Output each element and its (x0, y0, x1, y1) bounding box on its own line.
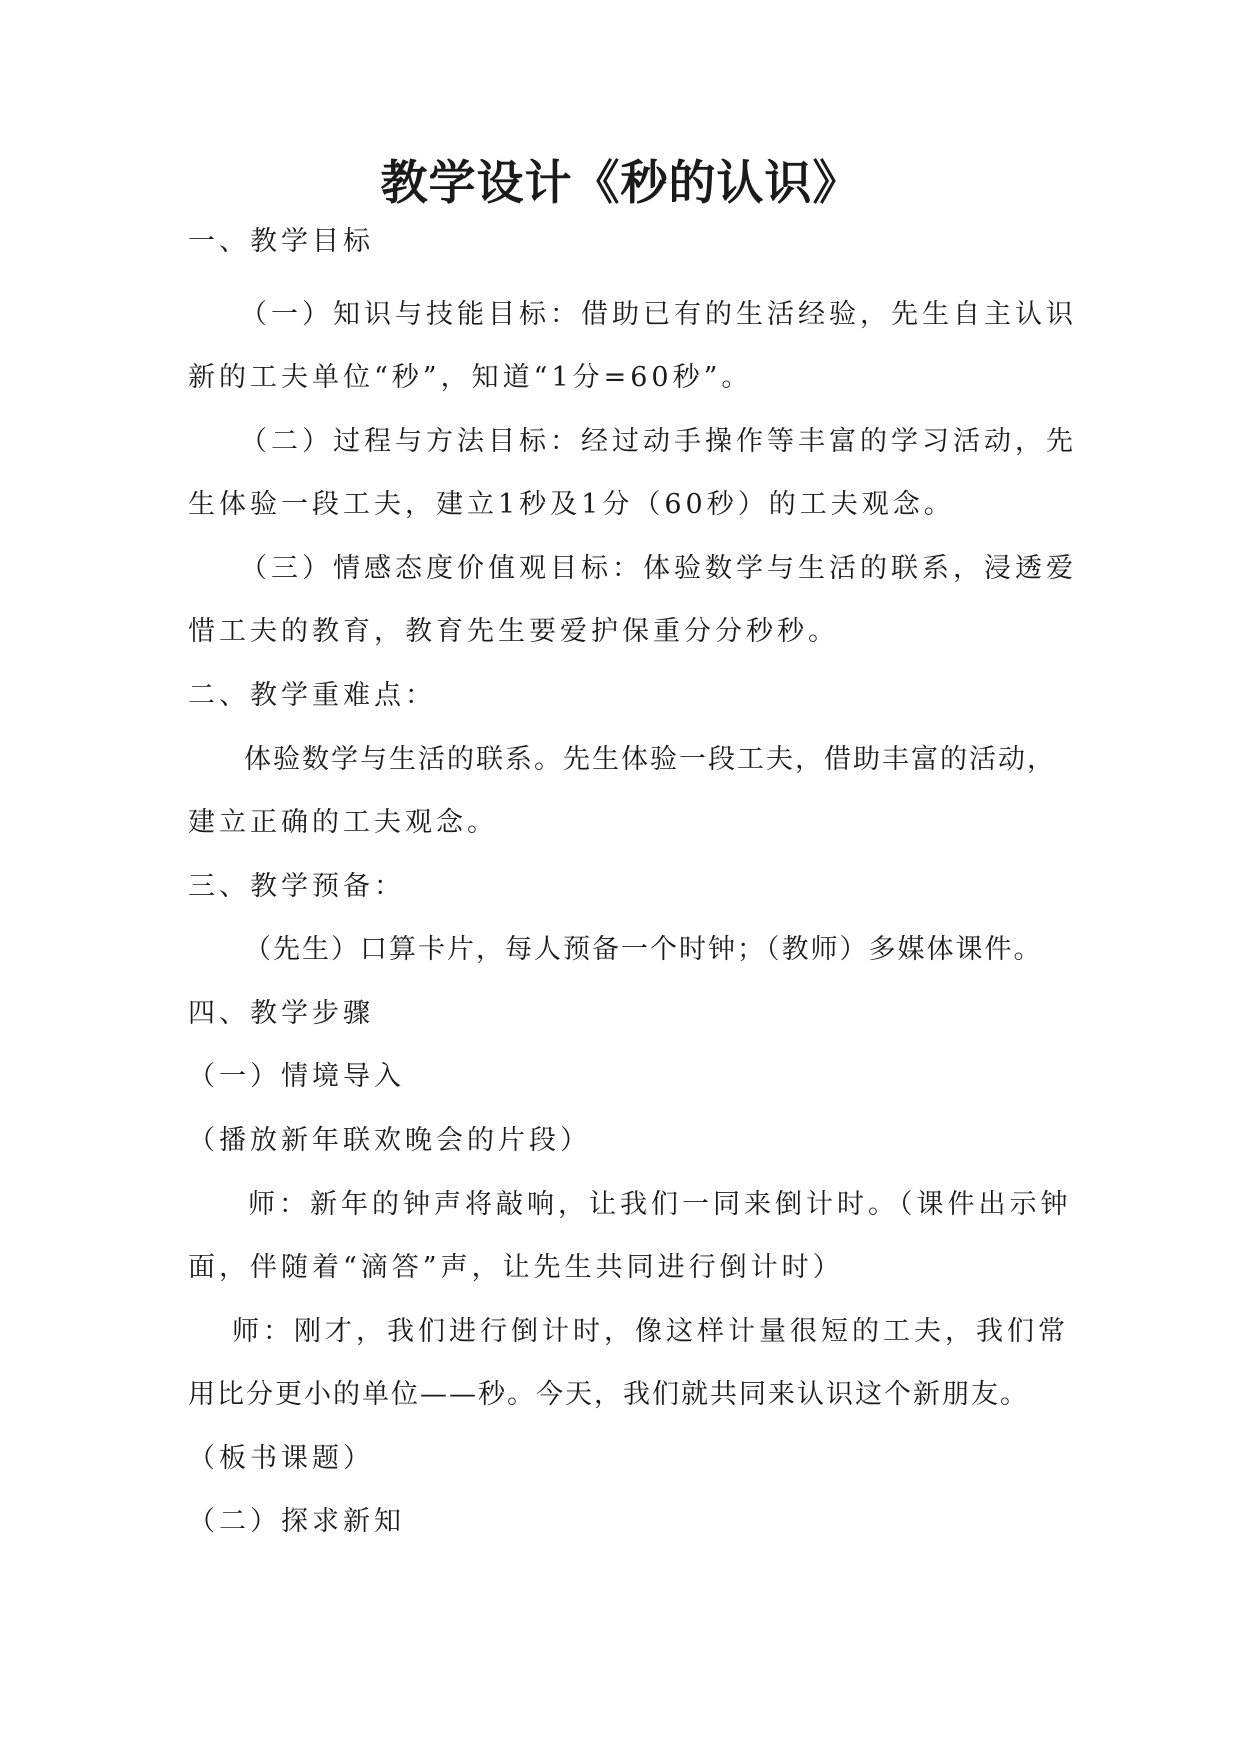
section-heading-steps: 四、教学步骤 (188, 998, 374, 1029)
section-heading-objectives: 一、教学目标 (188, 226, 374, 257)
paragraph-line: （二）过程与方法目标：经过动手操作等丰富的学习活动，先 (240, 426, 1077, 457)
paragraph-line: 师：新年的钟声将敲响，让我们一同来倒计时。（课件出示钟 (248, 1189, 1072, 1220)
paragraph-line: 生体验一段工夫，建立1秒及1分（60秒）的工夫观念。 (188, 489, 955, 520)
paragraph-line: （先生）口算卡片，每人预备一个时钟；（教师）多媒体课件。 (244, 934, 1043, 965)
paragraph-line: （板书课题） (188, 1443, 374, 1474)
paragraph-line: 面，伴随着“滴答”声，让先生共同进行倒计时） (188, 1252, 844, 1283)
paragraph-line: 体验数学与生活的联系。先生体验一段工夫，借助丰富的活动， (244, 744, 1056, 775)
section-heading-preparation: 三、教学预备： (188, 871, 405, 902)
paragraph-line: 用比分更小的单位——秒。今天，我们就共同来认识这个新朋友。 (188, 1379, 1029, 1410)
paragraph-line: 建立正确的工夫观念。 (188, 807, 498, 838)
page-title: 教学设计《秒的认识》 (380, 156, 861, 211)
subsection-heading: （二）探求新知 (188, 1506, 405, 1537)
paragraph-line: （三）情感态度价值观目标：体验数学与生活的联系，浸透爱 (240, 553, 1077, 584)
paragraph-line: 惜工夫的教育，教育先生要爱护保重分分秒秒。 (188, 616, 839, 647)
paragraph-line: 新的工夫单位“秒”，知道“1分=60秒”。 (188, 362, 753, 393)
paragraph-line: 师：刚才，我们进行倒计时，像这样计量很短的工夫，我们常 (232, 1316, 1069, 1347)
section-heading-key-points: 二、教学重难点： (188, 680, 436, 711)
paragraph-line: （一）知识与技能目标：借助已有的生活经验，先生自主认识 (240, 299, 1077, 330)
subsection-heading: （一）情境导入 (188, 1061, 405, 1092)
paragraph-line: （播放新年联欢晚会的片段） (188, 1125, 591, 1156)
